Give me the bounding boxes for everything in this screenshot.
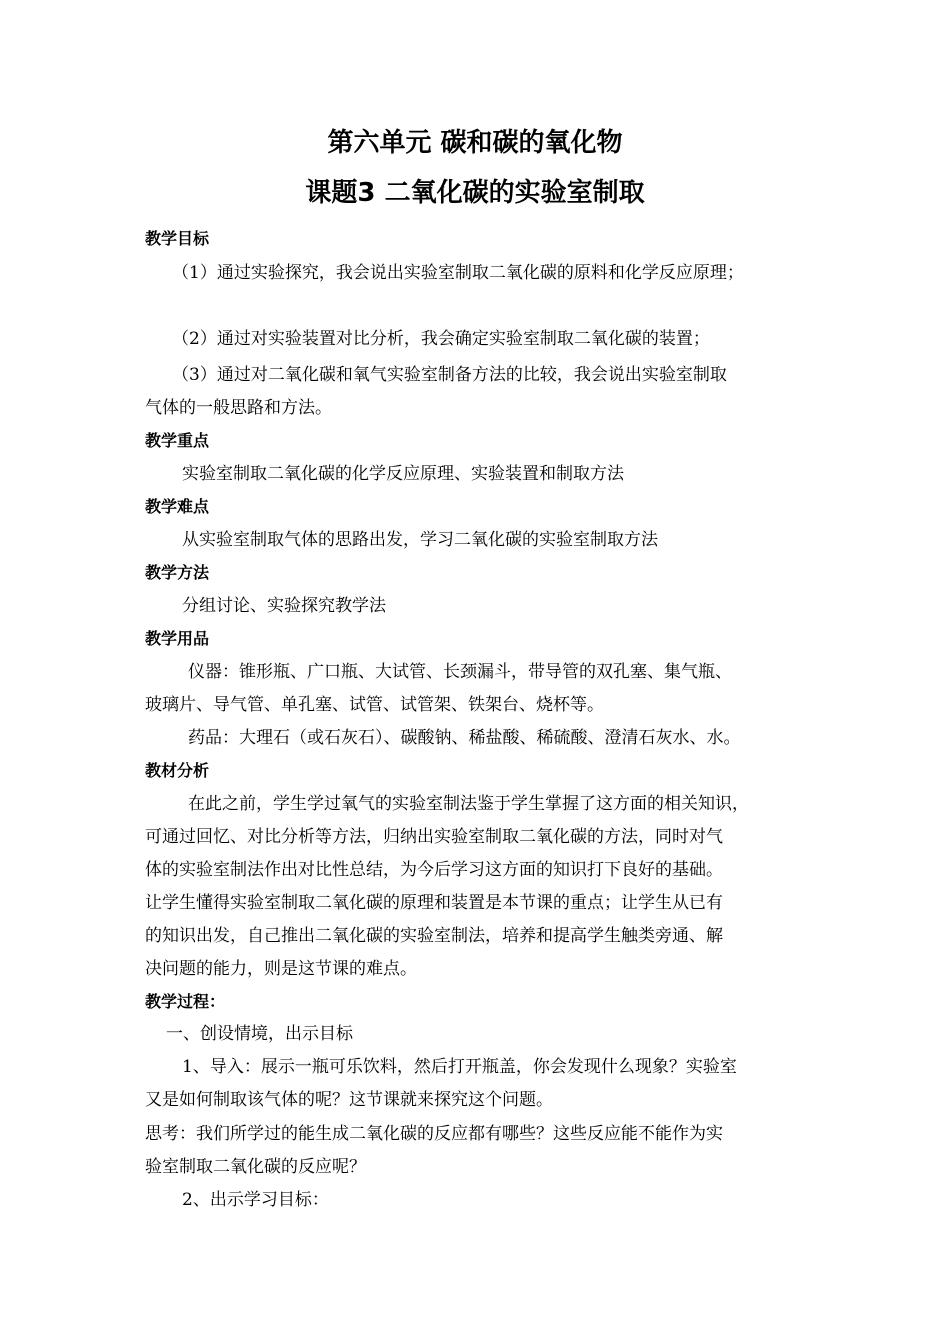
difficulties-text: 从实验室制取气体的思路出发，学习二氧化碳的实验室制取方法 [182,530,658,550]
key-points-text: 实验室制取二氧化碳的化学反应原理、实验装置和制取方法 [182,464,624,484]
think-text-continued: 验室制取二氧化碳的反应呢？ [145,1157,366,1177]
instruments-text: 仪器：锥形瓶、广口瓶、大试管、长颈漏斗，带导管的双孔塞、集气瓶、 [188,662,732,682]
intro-text-continued: 又是如何制取该气体的呢？这节课就来探究这个问题。 [145,1090,553,1110]
lesson-title: 课题3 二氧化碳的实验室制取 [305,178,645,208]
key-points-heading: 教学重点 [145,431,210,450]
objective-item-2: （2）通过对实验装置对比分析，我会确定实验室制取二氧化碳的装置； [172,329,710,349]
methods-heading: 教学方法 [145,563,210,582]
objective-item-1: （1）通过实验探究，我会说出实验室制取二氧化碳的原料和化学反应原理； [172,263,744,283]
objectives-heading: 教学目标 [145,229,210,248]
think-text: 思考：我们所学过的能生成二氧化碳的反应都有哪些？这些反应能不能作为实 [145,1124,723,1144]
chemicals-text: 药品：大理石（或石灰石）、碳酸钠、稀盐酸、稀硫酸、澄清石灰水、水。 [188,728,741,748]
process-step-1: 一、创设情境，出示目标 [166,1024,353,1044]
analysis-line: 决问题的能力，则是这节课的难点。 [145,959,417,979]
supplies-heading: 教学用品 [145,629,210,648]
methods-text: 分组讨论、实验探究教学法 [182,596,386,616]
analysis-line: 在此之前，学生学过氧气的实验室制法鉴于学生掌握了这方面的相关知识， [188,794,749,814]
objective-item-3-continued: 气体的一般思路和方法。 [145,398,332,418]
instruments-text-continued: 玻璃片、导气管、单孔塞、试管、试管架、铁架台、烧杯等。 [145,695,604,715]
analysis-line: 的知识出发，自己推出二氧化碳的实验室制法，培养和提高学生触类旁通、解 [145,926,723,946]
learning-goals-label: 2、出示学习目标： [182,1190,329,1210]
difficulties-heading: 教学难点 [145,497,210,516]
objective-item-3: （3）通过对二氧化碳和氧气实验室制备方法的比较，我会说出实验室制取 [172,365,727,385]
process-heading: 教学过程： [145,992,226,1011]
analysis-heading: 教材分析 [145,761,210,780]
document-title: 第六单元 碳和碳的氧化物 [327,128,623,158]
analysis-line: 让学生懂得实验室制取二氧化碳的原理和装置是本节课的重点；让学生从已有 [145,893,723,913]
intro-text: 1、导入：展示一瓶可乐饮料，然后打开瓶盖，你会发现什么现象？实验室 [182,1057,737,1077]
analysis-line: 体的实验室制法作出对比性总结，为今后学习这方面的知识打下良好的基础。 [145,860,723,880]
analysis-line: 可通过回忆、对比分析等方法，归纳出实验室制取二氧化碳的方法，同时对气 [145,827,723,847]
